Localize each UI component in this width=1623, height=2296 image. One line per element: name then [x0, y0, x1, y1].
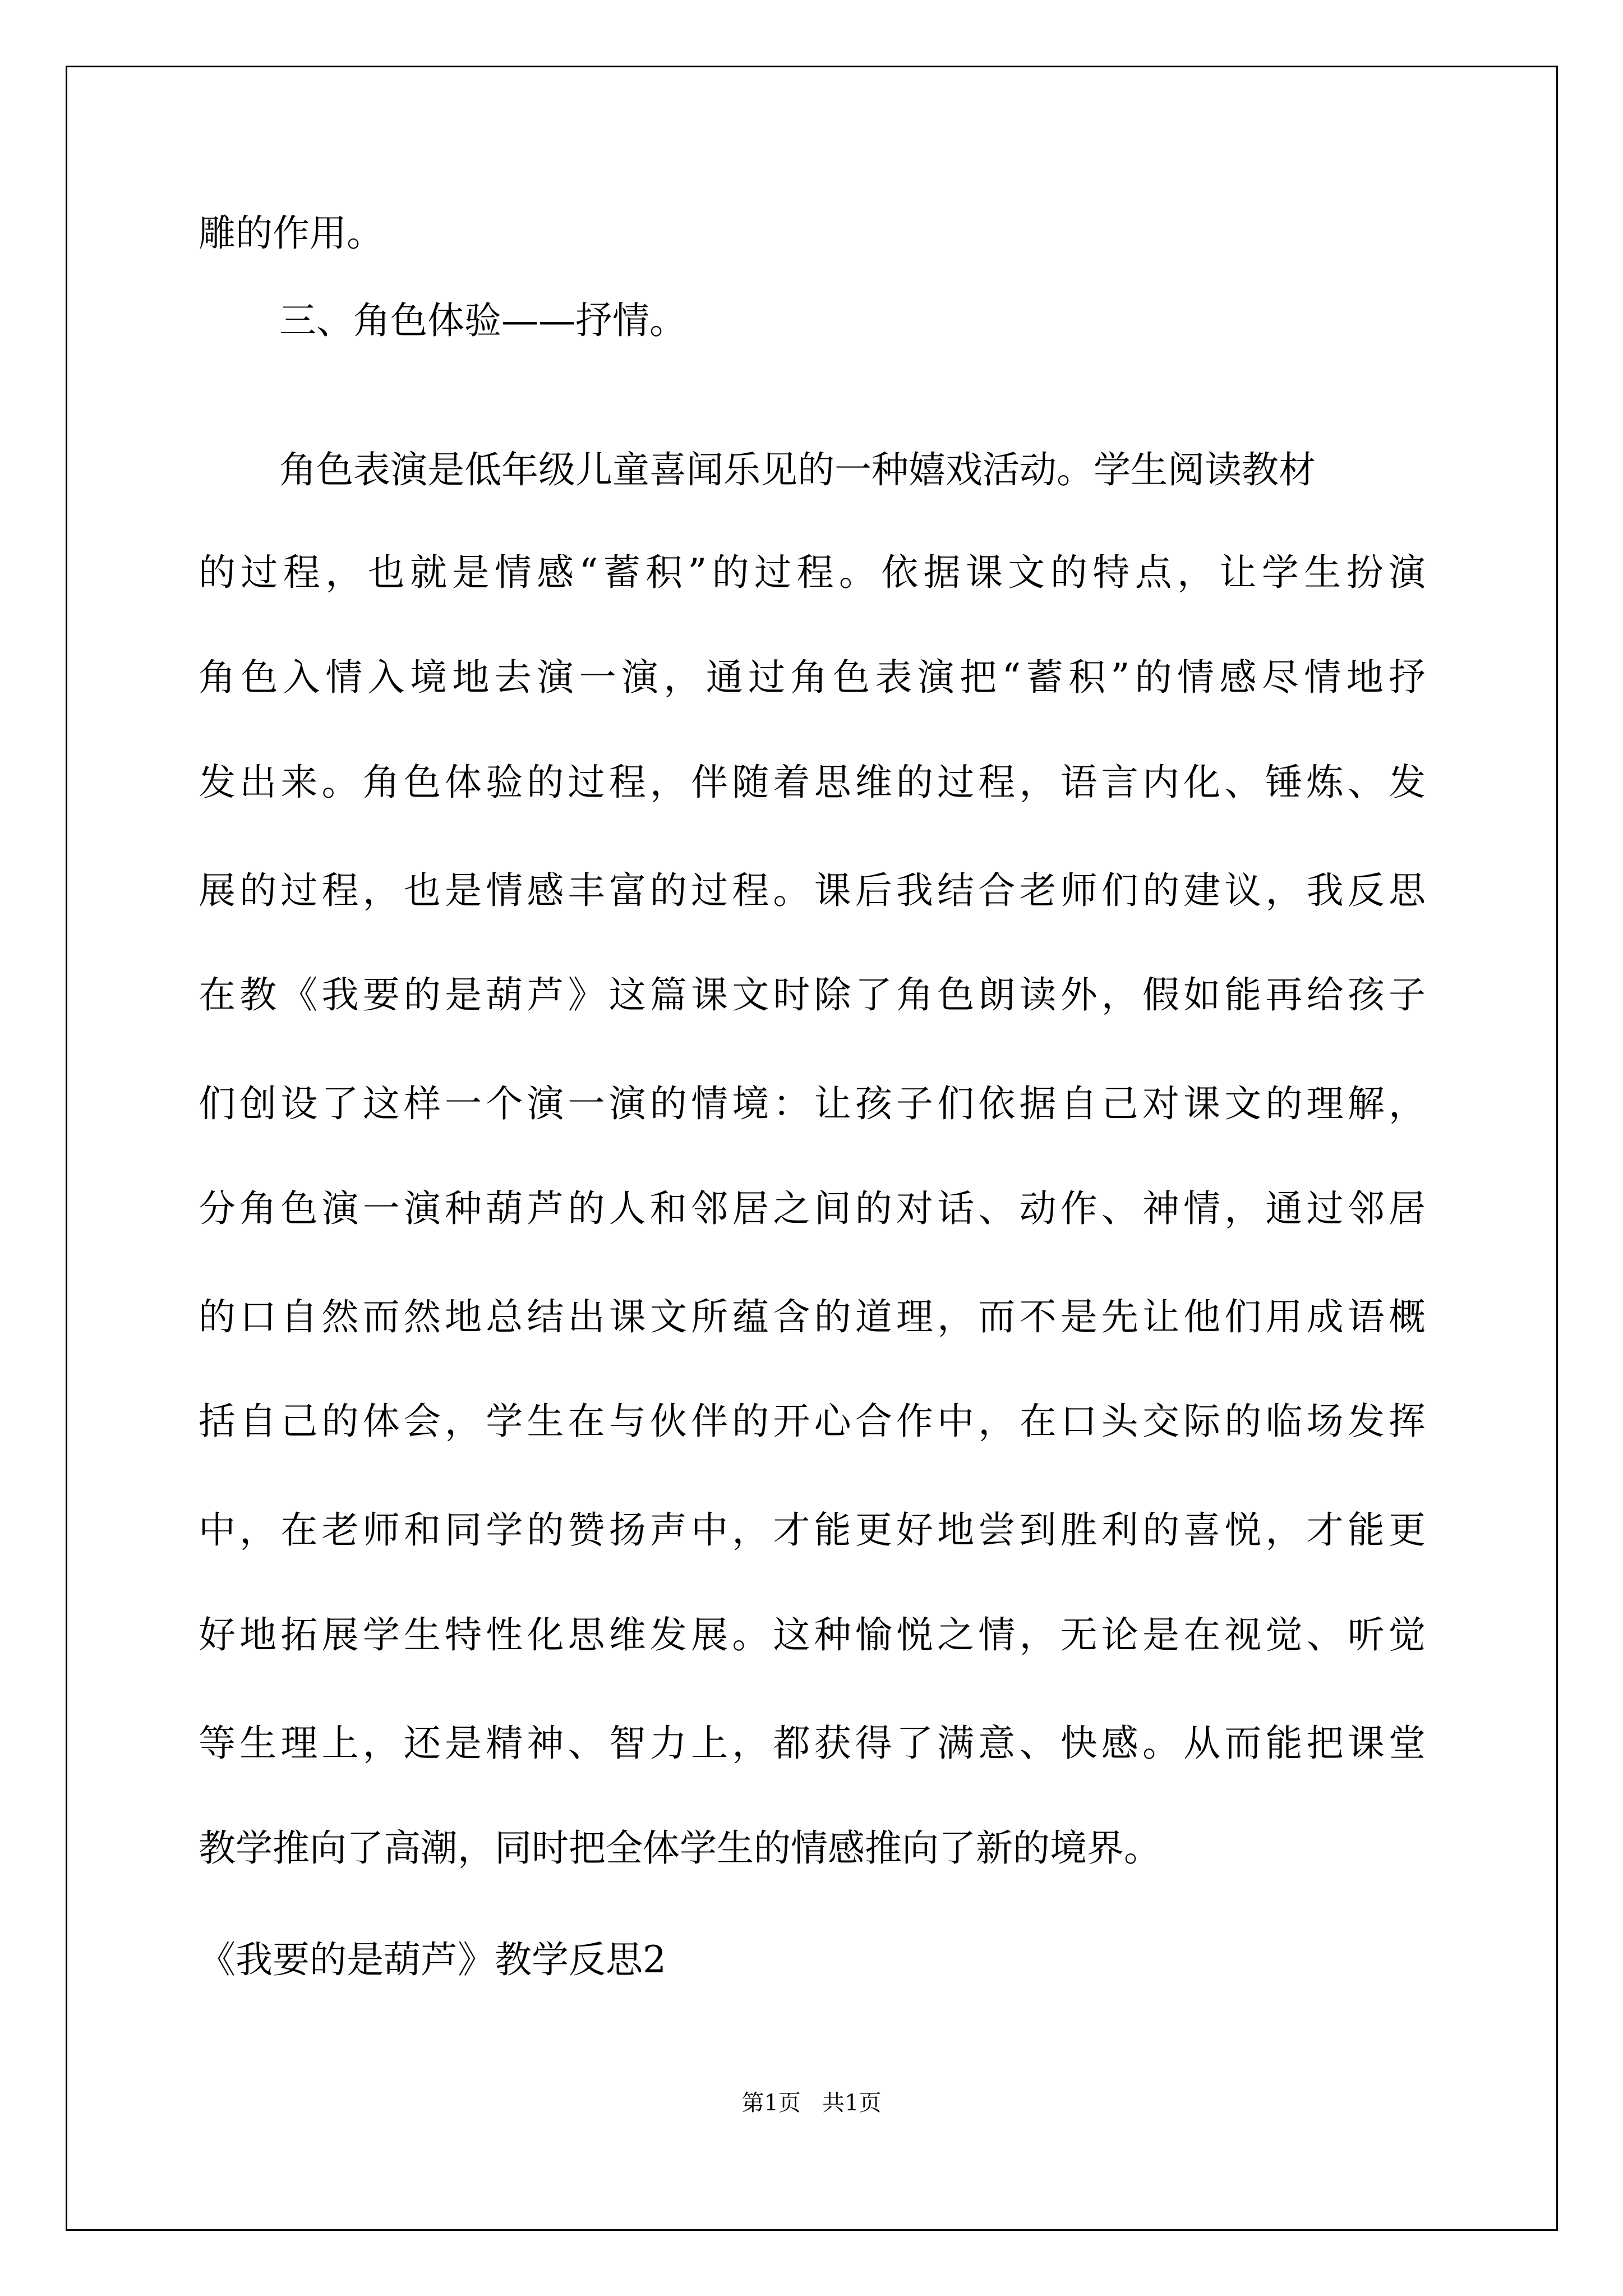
paragraph-line: 的口自然而然地总结出课文所蕴含的道理，而不是先让他们用成语概: [199, 1295, 1426, 1338]
paragraph-line: 中，在老师和同学的赞扬声中，才能更好地尝到胜利的喜悦，才能更: [199, 1508, 1426, 1552]
paragraph-line: 角色入情入境地去演一演，通过角色表演把“蓄积”的情感尽情地抒: [199, 656, 1426, 699]
paragraph-line: 括自己的体会，学生在与伙伴的开心合作中，在口头交际的临场发挥: [199, 1400, 1426, 1443]
paragraph-line: 在教《我要的是葫芦》这篇课文时除了角色朗读外，假如能再给孩子: [199, 973, 1426, 1016]
paragraph-line: 的过程，也就是情感“蓄积”的过程。依据课文的特点，让学生扮演: [199, 551, 1426, 594]
paragraph-line: 分角色演一演种葫芦的人和邻居之间的对话、动作、神情，通过邻居: [199, 1187, 1426, 1230]
paragraph-last-line: 教学推向了高潮，同时把全体学生的情感推向了新的境界。: [199, 1826, 1161, 1870]
paragraph-line: 发出来。角色体验的过程，伴随着思维的过程，语言内化、锤炼、发: [199, 761, 1426, 804]
page-border: [66, 66, 1558, 2231]
paragraph-first-line: 角色表演是低年级儿童喜闻乐见的一种嬉戏活动。学生阅读教材: [279, 448, 1316, 491]
page-number: 第1页 共1页: [741, 2090, 882, 2116]
paragraph-line: 等生理上，还是精神、智力上，都获得了满意、快感。从而能把课堂: [199, 1722, 1426, 1765]
paragraph-line: 展的过程，也是情感丰富的过程。课后我结合老师们的建议，我反思: [199, 869, 1426, 912]
paragraph-line: 好地拓展学生特性化思维发展。这种愉悦之情，无论是在视觉、听觉: [199, 1613, 1426, 1657]
next-section-title: 《我要的是葫芦》教学反思2: [199, 1938, 666, 1981]
section-heading: 三、角色体验——抒情。: [279, 299, 686, 342]
paragraph-line: 们创设了这样一个演一演的情境：让孩子们依据自己对课文的理解，: [199, 1082, 1426, 1125]
text-line-continuation: 雕的作用。: [199, 211, 384, 255]
